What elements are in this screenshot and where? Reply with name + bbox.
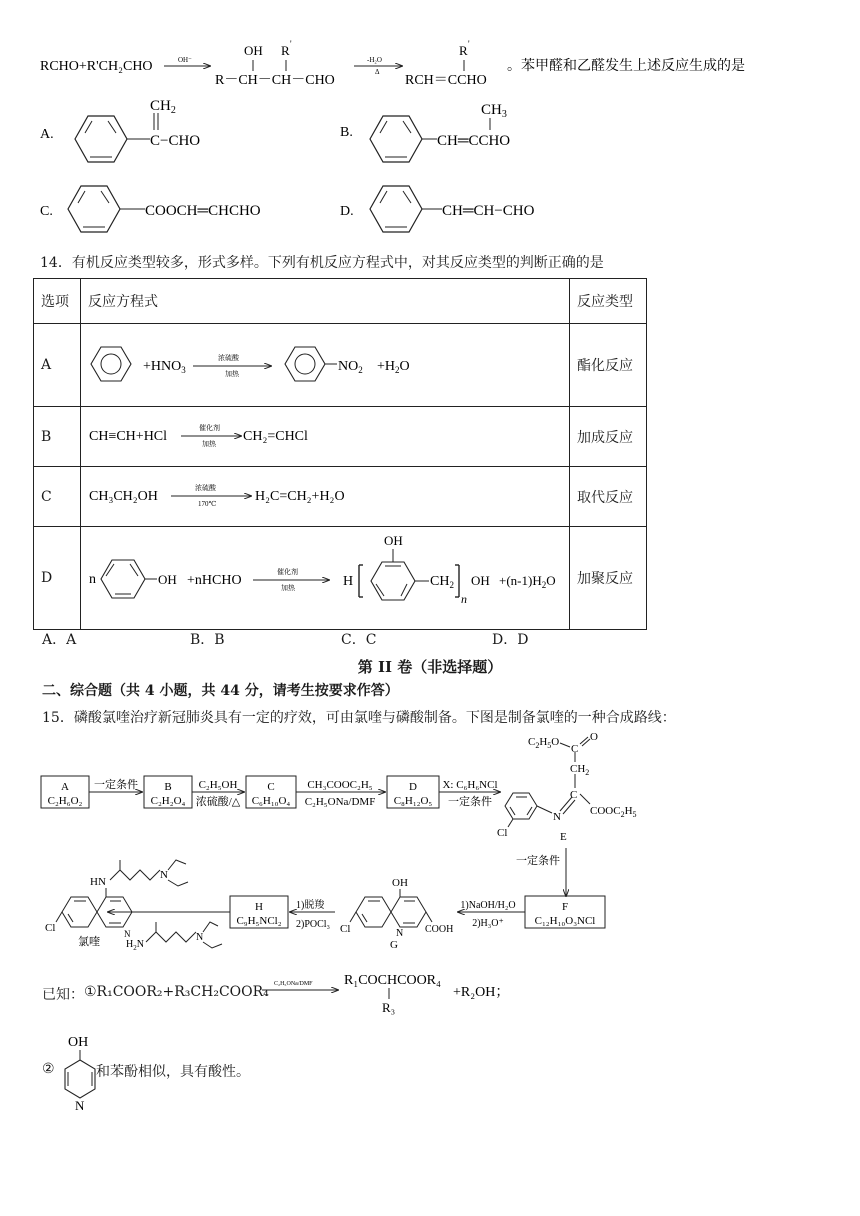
svg-text:CH₃COOC₂H₅: CH₃COOC₂H₅ — [307, 779, 373, 791]
svg-text:OH: OH — [471, 573, 490, 588]
known2-text: 和苯酚相似，具有酸性。 — [96, 1064, 250, 1080]
svg-text:催化剂: 催化剂 — [199, 424, 220, 432]
q13-opt-b-structure — [370, 102, 510, 162]
q13-intermediate: R－CH－CH－CHO — [215, 73, 335, 88]
svg-text:+R₂OH；: +R₂OH； — [453, 985, 510, 1000]
q13-opt-d-label: D. — [340, 204, 354, 219]
table-row — [34, 467, 647, 527]
svg-text:2)POCl₃: 2)POCl₃ — [296, 919, 331, 930]
svg-text:C₂H₂O₄: C₂H₂O₄ — [150, 795, 186, 807]
svg-text:+nHCHO: +nHCHO — [187, 573, 242, 588]
svg-text:H: H — [343, 574, 354, 589]
compound-e — [497, 732, 637, 843]
q13-product: RCH＝CCHO — [405, 73, 487, 88]
row-d-equation — [81, 527, 569, 625]
svg-text:C: C — [267, 781, 275, 793]
svg-text:CH2: $CH_2$ — [430, 574, 454, 590]
row-c-type: 取代反应 — [570, 467, 647, 527]
svg-text:1)脱羧: 1)脱羧 — [296, 900, 325, 911]
row-a-type: 酯化反应 — [570, 324, 647, 407]
svg-text:O: O — [590, 732, 598, 743]
row-d-type: 加聚反应 — [570, 527, 647, 630]
svg-text:R₁COCHCOOR₄: R₁COCHCOOR₄ — [344, 973, 441, 988]
chloroquine-structure — [45, 860, 188, 948]
table-row — [34, 407, 647, 467]
svg-text:CH₂=CHCl: CH₂=CHCl — [243, 429, 308, 444]
svg-text:F: F — [561, 901, 569, 913]
svg-text:CH2: $CH_2$ — [570, 763, 590, 777]
svg-text:H₂C=CH₂+H₂O: H₂C=CH₂+H₂O — [255, 489, 345, 504]
q14-answer-b: B．B — [190, 632, 225, 648]
q14-answer-c: C．C — [341, 632, 377, 648]
q13-reactants: RCHO+R'CH₂CHO — [40, 59, 153, 74]
svg-text:C: C — [571, 743, 579, 755]
q14-answer-a: A．A — [42, 632, 77, 648]
q13-cond2-bot: Δ — [375, 68, 380, 76]
svg-text:B: B — [164, 781, 172, 793]
q15-stem: 15．磷酸氯喹治疗新冠肺炎具有一定的疗效，可由氯喹与磷酸制备。下图是制备氯喹的一种合成路线： — [42, 710, 676, 726]
svg-text:N: N — [124, 929, 131, 939]
q13-cond1: OH⁻ — [178, 56, 192, 64]
table-row — [34, 527, 647, 630]
svg-text:OH: OH — [68, 1035, 89, 1050]
known-title: 已知： — [42, 987, 84, 1003]
svg-text:1)NaOH/H₂O: 1)NaOH/H₂O — [460, 900, 516, 911]
svg-text:OH: OH — [158, 572, 177, 587]
svg-text:N: N — [396, 928, 404, 939]
svg-text:COOCH═CHCHO: COOCH═CHCHO — [145, 203, 261, 219]
svg-text:一定条件: 一定条件 — [448, 796, 492, 808]
svg-text:+(n-1)H2O: $+(n-1)H_2O$ — [499, 573, 556, 590]
q14-table — [33, 278, 647, 630]
svg-text:一定条件: 一定条件 — [516, 855, 560, 867]
svg-text:A: A — [61, 781, 69, 793]
svg-text:C: C — [570, 789, 578, 801]
svg-text:C₉H₅NCl₂: C₉H₅NCl₂ — [236, 915, 282, 927]
row-a-option: A — [34, 324, 81, 407]
svg-text:加热: 加热 — [202, 440, 216, 448]
part2-section: 二、综合题（共 4 小题，共 44 分，请考生按要求作答） — [42, 683, 399, 699]
svg-text:CH₃CH₂OH: CH₃CH₂OH — [89, 489, 158, 504]
svg-text:CH3: $CH_3$ — [481, 102, 507, 120]
header-equation: 反应方程式 — [81, 279, 570, 324]
q13-opt-c-label: C. — [40, 204, 53, 219]
row-c-option: C — [34, 467, 81, 527]
svg-text:Cl: Cl — [340, 923, 351, 935]
q13-opt-a-structure — [75, 98, 200, 162]
q13-tail: 。苯甲醛和乙醛发生上述反应生成的是 — [507, 59, 745, 74]
header-type: 反应类型 — [570, 279, 647, 324]
svg-text:C2H5O: $C_2H_5O$ — [528, 736, 560, 750]
svg-text:R: R — [281, 43, 290, 58]
svg-text:Cl: Cl — [45, 922, 56, 934]
svg-text:G: G — [390, 939, 398, 951]
svg-text:C₂H₅OH: C₂H₅OH — [198, 779, 238, 791]
svg-text:浓硫酸: 浓硫酸 — [195, 484, 216, 492]
svg-text:CH═CCHO: CH═CCHO — [437, 133, 511, 149]
svg-text:+H2O: $+H_2O$ — [377, 359, 410, 375]
svg-text:C: C — [150, 133, 161, 149]
known1-equation — [260, 966, 620, 1016]
svg-text:E: E — [560, 831, 567, 843]
q13-opt-c-structure — [68, 186, 261, 232]
svg-text:加热: 加热 — [225, 370, 239, 378]
row-c-equation — [81, 467, 569, 522]
svg-text:N: N — [75, 1098, 85, 1112]
q13-cond2-top: -H₂O — [367, 56, 382, 64]
q14-stem: 14．有机反应类型较多，形式多样。下列有机反应方程式中，对其反应类型的判断正确的是 — [40, 255, 604, 271]
svg-text:N: N — [160, 869, 168, 881]
row-d-option: D — [34, 527, 81, 630]
svg-text:OH: OH — [392, 877, 408, 889]
svg-text:X: C₆H₆NCl: X: C₆H₆NCl — [442, 779, 498, 791]
svg-text:R: R — [459, 43, 468, 58]
part2-title: 第 II 卷（非选择题） — [357, 658, 503, 676]
header-option: 选项 — [34, 279, 81, 324]
q13-opt-a-label: A. — [40, 127, 54, 142]
row-b-equation — [81, 407, 569, 462]
svg-text:N: N — [553, 811, 561, 823]
svg-text:OH: OH — [384, 533, 403, 548]
q13-opt-d-structure — [370, 186, 535, 232]
svg-text:n: n — [461, 592, 467, 606]
svg-text:加热: 加热 — [281, 584, 295, 592]
svg-text:N: N — [196, 932, 204, 943]
q13-oh: OH — [244, 43, 263, 58]
svg-text:CH═CH−CHO: CH═CH−CHO — [442, 203, 535, 219]
compound-g — [340, 877, 453, 951]
known2-num: ② — [42, 1061, 55, 1077]
svg-text:': ' — [290, 39, 292, 49]
svg-text:HN: HN — [90, 876, 106, 888]
table-row — [34, 324, 647, 407]
svg-text:C₂H₅ONa/DMF: C₂H₅ONa/DMF — [304, 796, 376, 808]
svg-text:170℃: 170℃ — [198, 500, 217, 508]
svg-text:COOH: COOH — [425, 924, 454, 935]
svg-text:C₁₂H₁₀O₃NCl: C₁₂H₁₀O₃NCl — [534, 915, 596, 927]
svg-text:一定条件: 一定条件 — [94, 779, 138, 791]
q13-figure — [0, 0, 860, 240]
table-row — [34, 279, 647, 324]
svg-text:CH≡CH+HCl: CH≡CH+HCl — [89, 429, 168, 444]
svg-text:NO2: $NO_2$ — [338, 359, 363, 375]
svg-text:+HNO3: $+HNO_3$ — [143, 359, 186, 375]
row-a-equation — [81, 324, 569, 402]
svg-text:H: H — [255, 901, 263, 913]
q14-answer-d: D．D — [492, 632, 529, 648]
svg-text:−CHO: −CHO — [160, 133, 201, 149]
svg-text:催化剂: 催化剂 — [277, 568, 298, 576]
row-b-type: 加成反应 — [570, 407, 647, 467]
svg-text:C₂H₆O₂: C₂H₆O₂ — [47, 795, 83, 807]
svg-text:浓硫酸/△: 浓硫酸/△ — [195, 796, 241, 808]
svg-text:COOC2H5: $COOC_2H_5$ — [590, 805, 637, 819]
svg-text:浓硫酸: 浓硫酸 — [218, 354, 239, 362]
q13-opt-b-label: B. — [340, 125, 353, 140]
svg-text:Cl: Cl — [497, 827, 508, 839]
svg-text:CH2: $CH_2$ — [150, 98, 176, 116]
svg-text:': ' — [468, 39, 470, 49]
svg-text:氯喹: 氯喹 — [78, 936, 100, 948]
q15-synthesis-route — [0, 732, 860, 952]
row-b-option: B — [34, 407, 81, 467]
svg-text:C₂H₅ONa/DMF: C₂H₅ONa/DMF — [274, 981, 313, 987]
svg-text:C₈H₁₂O₅: C₈H₁₂O₅ — [393, 795, 433, 807]
svg-text:D: D — [409, 781, 417, 793]
amine-reagent — [126, 922, 222, 952]
svg-text:2)H₃O⁺: 2)H₃O⁺ — [472, 918, 504, 929]
known1-lhs: ①R₁COOR₂+R₃CH₂COOR₄ — [84, 984, 269, 1000]
svg-text:n: n — [89, 572, 96, 587]
svg-text:R₃: R₃ — [382, 1000, 396, 1015]
svg-text:C₆H₁₀O₄: C₆H₁₀O₄ — [251, 795, 291, 807]
svg-text:H2N: $H_2N$ — [126, 939, 144, 952]
